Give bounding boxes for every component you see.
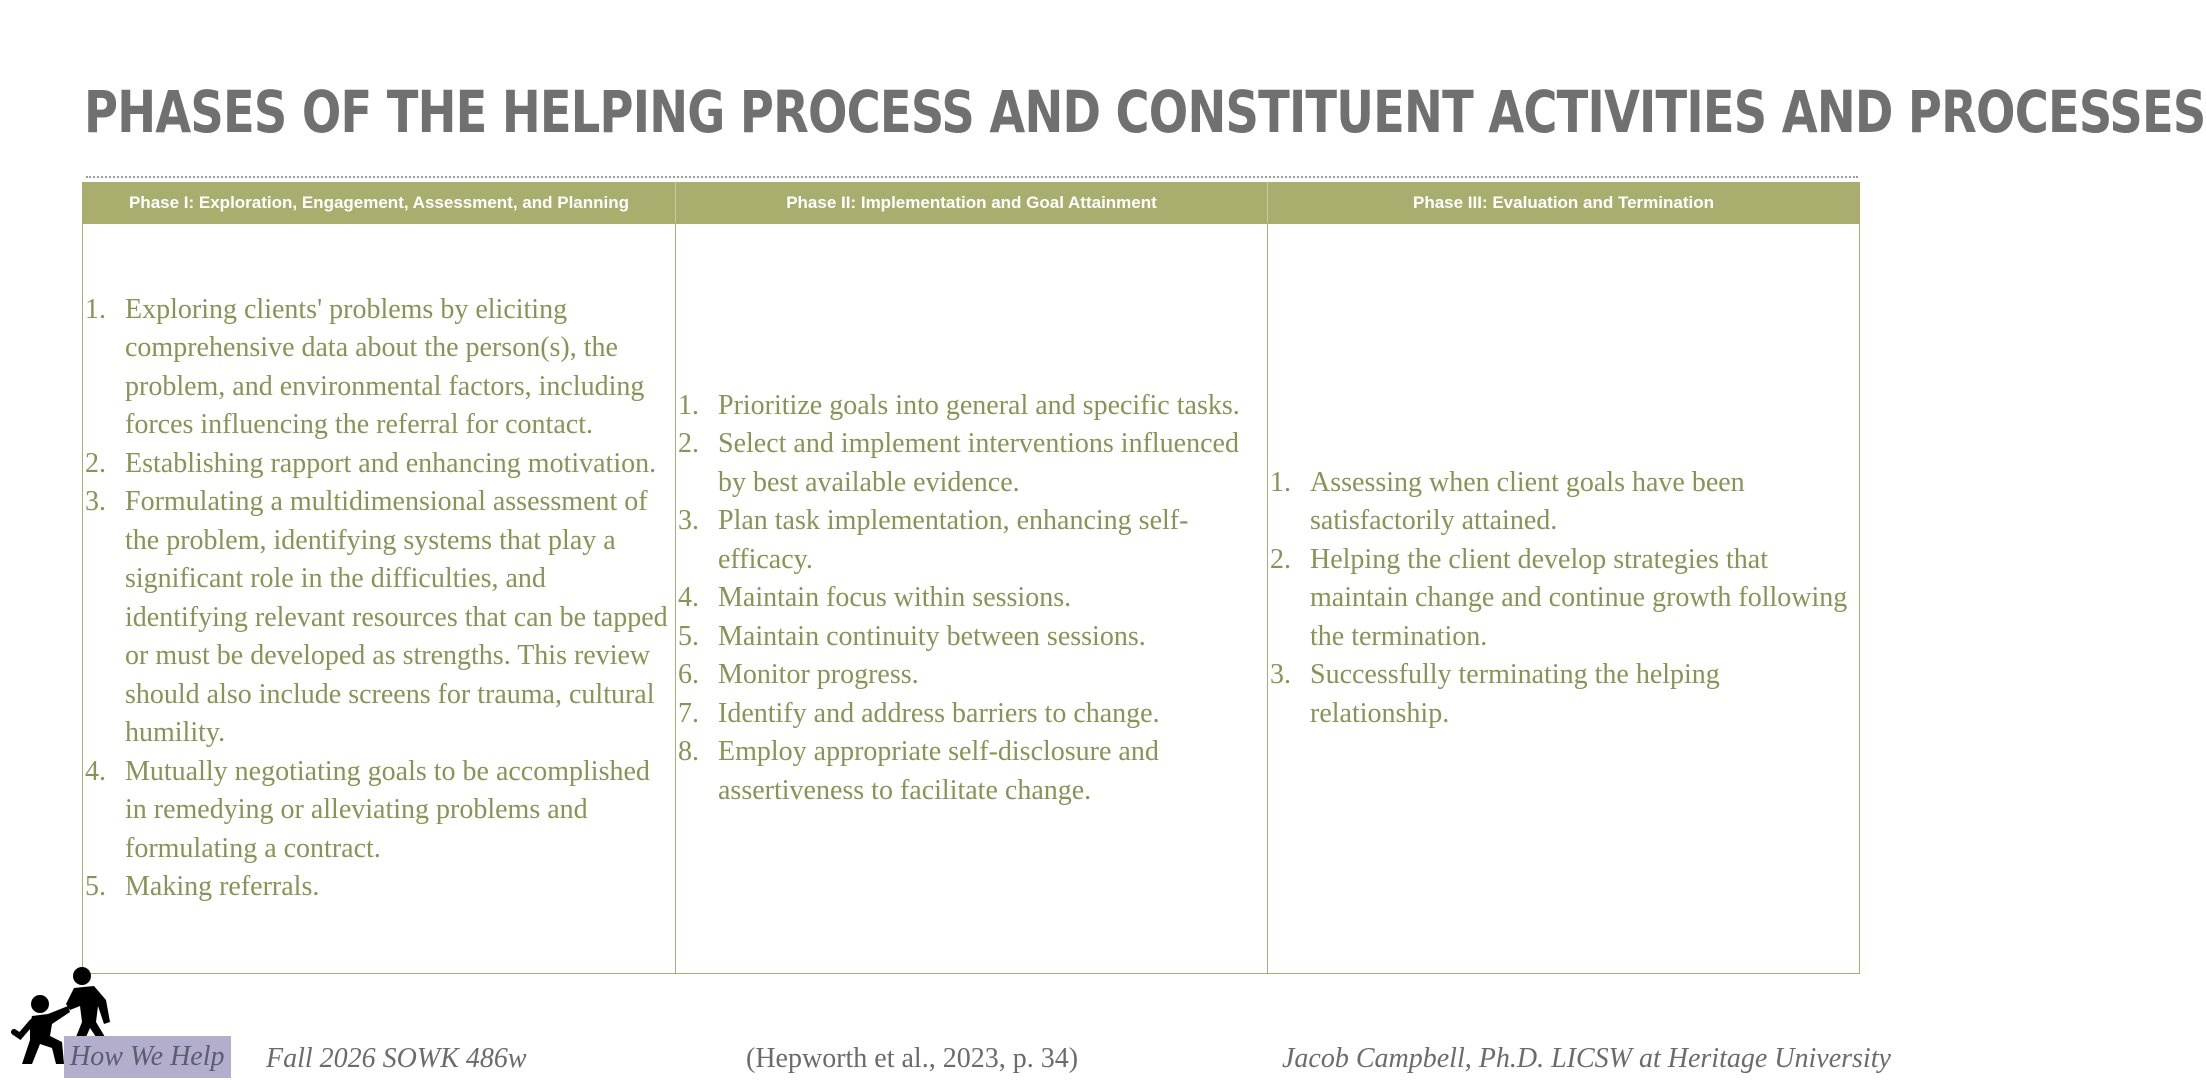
phase-3-list (1270, 464, 1855, 734)
list-item (678, 733, 1263, 810)
list-number: 5. (85, 871, 106, 902)
list-text: Select and implement interventions influenced by best available evidence. (718, 428, 1239, 498)
list-text: Establishing rapport and enhancing motivation. (125, 447, 657, 479)
list-number: 8. (678, 736, 699, 768)
list-text: Assessing when client goals have been satisfactorily attained. (1310, 466, 1745, 537)
list-number: 1. (85, 293, 106, 325)
list-item (678, 618, 1263, 657)
header-phase-3: Phase III: Evaluation and Termination (1268, 183, 1860, 224)
list-text: Prioritize goals into general and specific tasks. (718, 389, 1240, 421)
list-item (678, 579, 1263, 618)
list-text: Exploring clients' problems by eliciting comprehensive data about the person(s), the problem, and environmental factors, including forces influencing the referral for contact. (125, 293, 645, 440)
header-phase-2: Phase II: Implementation and Goal Attainment (676, 183, 1268, 224)
list-text: Monitor progress. (718, 659, 919, 691)
list-item (678, 502, 1263, 579)
list-item (85, 868, 671, 907)
list-number: 3. (678, 505, 699, 537)
list-number: 1. (678, 389, 699, 421)
list-item (1270, 541, 1855, 657)
title-divider (86, 176, 1858, 178)
course-label: Fall 2026 SOWK 486w (266, 1043, 527, 1074)
list-text: Mutually negotiating goals to be accomplished in remedying or alleviating problems and formulating a contract. (125, 755, 650, 864)
list-item (678, 387, 1263, 426)
list-text: Formulating a multidimensional assessment of the problem, identifying systems that play a significant role in the difficulties, and identifying relevant resources that can be tapped or must be developed as strengths. This review should also include screens for trauma, cultural humility. (125, 486, 668, 748)
list-number: 6. (678, 659, 699, 691)
phase-1-list (85, 291, 671, 907)
citation: (Hepworth et al., 2023, p. 34) (746, 1043, 1079, 1074)
list-number: 3. (85, 486, 106, 517)
list-text: Plan task implementation, enhancing self-efficacy. (718, 505, 1189, 575)
list-number: 4. (678, 582, 699, 614)
list-number: 2. (1270, 543, 1291, 575)
list-number: 2. (85, 447, 106, 479)
list-number: 3. (1270, 659, 1291, 691)
list-item (85, 483, 671, 753)
list-text: Maintain focus within sessions. (718, 582, 1072, 614)
slide-title: PHASES OF THE HELPING PROCESS AND CONSTITUENT ACTIVITIES AND PROCESSES (84, 78, 2206, 146)
list-number: 7. (678, 697, 699, 729)
header-phase-1: Phase I: Exploration, Engagement, Assessment, and Planning (83, 183, 676, 224)
home-link[interactable]: How We Help (64, 1036, 231, 1078)
list-text: Employ appropriate self-disclosure and assertiveness to facilitate change. (718, 736, 1159, 806)
list-number: 4. (85, 755, 106, 787)
phase-2-cell (676, 224, 1268, 974)
author-credit: Jacob Campbell, Ph.D. LICSW at Heritage University (1282, 1043, 1891, 1074)
list-number: 1. (1270, 466, 1291, 498)
list-item (85, 291, 671, 445)
list-text: Successfully terminating the helping relationship. (1310, 659, 1720, 729)
list-item (678, 425, 1263, 502)
list-text: Identify and address barriers to change. (718, 697, 1160, 729)
list-text: Making referrals. (125, 871, 320, 902)
table-header-row (83, 183, 1860, 224)
list-text: Helping the client develop strategies that maintain change and continue growth following the termination. (1310, 543, 1848, 652)
list-text: Maintain continuity between sessions. (718, 620, 1146, 652)
list-item (1270, 656, 1855, 733)
list-item (85, 445, 671, 484)
list-item (85, 753, 671, 869)
phase-2-list (678, 387, 1263, 811)
list-number: 2. (678, 428, 699, 460)
phases-table (82, 182, 1860, 974)
phase-1-cell (83, 224, 676, 974)
table-row (83, 224, 1860, 974)
list-number: 5. (678, 620, 699, 652)
list-item (1270, 464, 1855, 541)
phase-3-cell (1268, 224, 1860, 974)
list-item (678, 695, 1263, 734)
list-item (678, 656, 1263, 695)
